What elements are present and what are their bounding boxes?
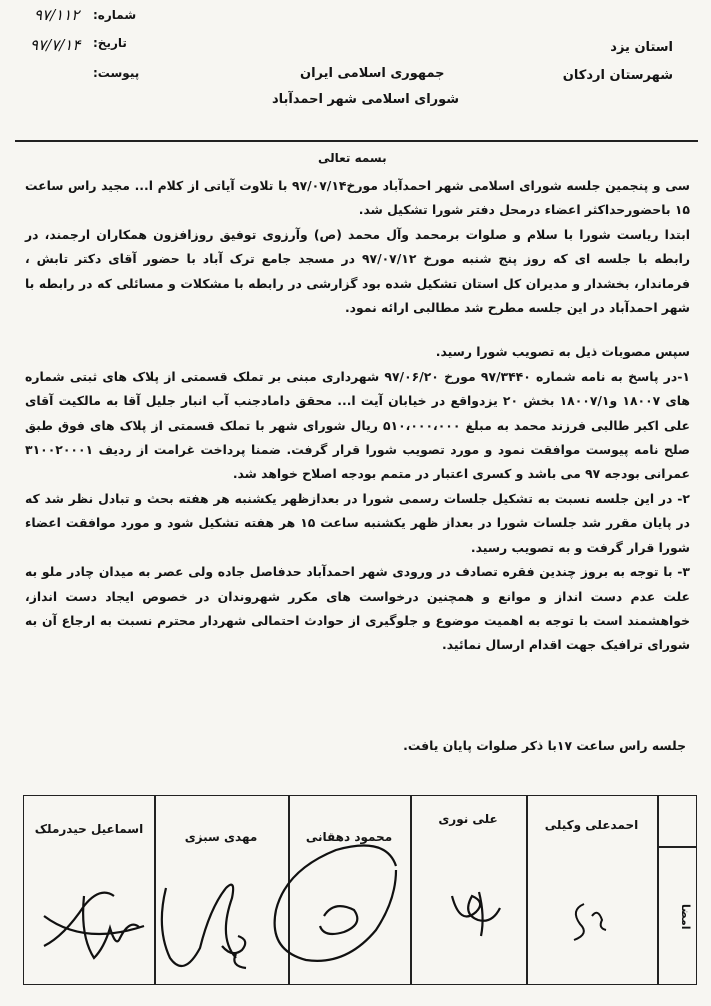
member-name: علی نوری [438,812,498,826]
paragraph-opening: سی و پنجمین جلسه شورای اسلامی شهر احمدآباد مورخ۹۷/۰۷/۱۴ با تلاوت آیاتی از کلام ا... مجید راس ساعت ۱۵ باحضورحداکثر اعضاء درمحل دفتر شورا تشکیل شد. [25,178,690,218]
county-name: شهرستان اردکان [562,68,673,83]
member-name: اسماعیل حیدرملک [34,822,144,836]
paragraph-resolution-3: ۳- با توجه به بروز چندین فقره تصادف در ورودی شهر احمدآباد حدفاصل جاده ولی عصر به میدان چادر ملو به علت عدم دست انداز و موانع و همچنین درخواست های مکرر شهروندان در خصوص ایجاد دست انداز، خواهشمند است با توجه به اهمیت موضوع و جلوگیری از حوادث احتمالی شهردار محترم نسبت به ارجاع آن به شورای ترافیک جهت اقدام ارسال نمائید. [25,564,690,653]
attachment-label: پیوست: [93,66,140,80]
paragraph-report: ابتدا ریاست شورا با سلام و صلوات برمحمد وآل محمد (ص) وآرزوی توفیق روزافزون همکاران ارجمند، در رابطه با جلسه ای که روز پنج شنبه مورخ ۹۷/۰۷/۱۲ در مسجد جامع ترک آباد با حضور آقای دکتر تابش ، فرماندار، بخشدار و مدیران کل استان تشکیل شده بود گزارشی در رابطه با مشکلات و مسائلی که در رابطه با شهر احمدآباد در این جلسه مطرح شد مطالبی ارائه نمود. [25,226,691,316]
paragraph-resolution-1: ۱-در پاسخ به نامه شماره ۹۷/۳۴۴۰ مورخ ۹۷/۰۶/۲۰ شهرداری مبنی بر تملک قسمتی از پلاک های ثبتی شماره های ۱۸۰۰۷ و۱۸۰۰۷/۱ بخش ۲۰ یزدواقع در خیابان آیت ا... محقق دامادجنب آب انبار جلیل آقا به مالکیت آقای علی اکبر طالبی فرزند محمد به مبلغ ۵۱۰،۰۰۰،۰۰۰ ریال شورای شهر با تملک قسمتی از پلاک های فوق طبق صلح نامه پیوست موافقت نمود و مورد تصویب شورا قرار گرفت. ضمنا پرداخت غرامت از ردیف ۳۱۰۰۲۰۰۰۱ عمرانی بودجه ۹۷ می باشد و کسری اعتبار در متمم بودجه اصلاح خواهد شد. [25,368,690,482]
date-label: تاریخ: [93,36,127,50]
member-name: احمدعلی وکیلی [544,818,639,832]
member-name: مهدی سبزی [184,830,258,844]
number-label: شماره: [93,8,137,22]
closing-line: جلسه راس ساعت ۱۷با ذکر صلوات پایان یافت. [403,738,686,753]
paragraph-resolution-2: ۲- در این جلسه نسبت به تشکیل جلسات رسمی شورا در بعدازظهر یکشنبه هر هفته بحث و تبادل نظر شد که در پایان مقرر شد جلسات شورا در بعداز ظهر یکشنبه ساعت ۱۵ هر هفته تشکیل شود و مورد موافقت اعضاء شورا قرار گرفت و به تصویب رسید. [25,490,690,555]
signatures-table [23,795,697,985]
signature-label: امضا [679,904,692,930]
paragraph-resolutions-intro: سپس مصوبات ذیل به تصویب شورا رسید. [435,344,690,360]
bismillah: بسمه تعالی [318,151,387,165]
date-value: ۹۷/۷/۱۴ [30,36,81,54]
number-value: ۹۷/۱۱۲ [34,6,80,24]
minutes-body [25,174,690,658]
member-name: محمود دهقانی [305,830,393,844]
province-name: استان یزد [610,40,673,55]
council-title: شورای اسلامی شهر احمدآباد [272,92,460,107]
header-divider [15,140,698,142]
handwritten-signatures [24,796,698,986]
republic-title: جمهوری اسلامی ایران [300,66,445,81]
